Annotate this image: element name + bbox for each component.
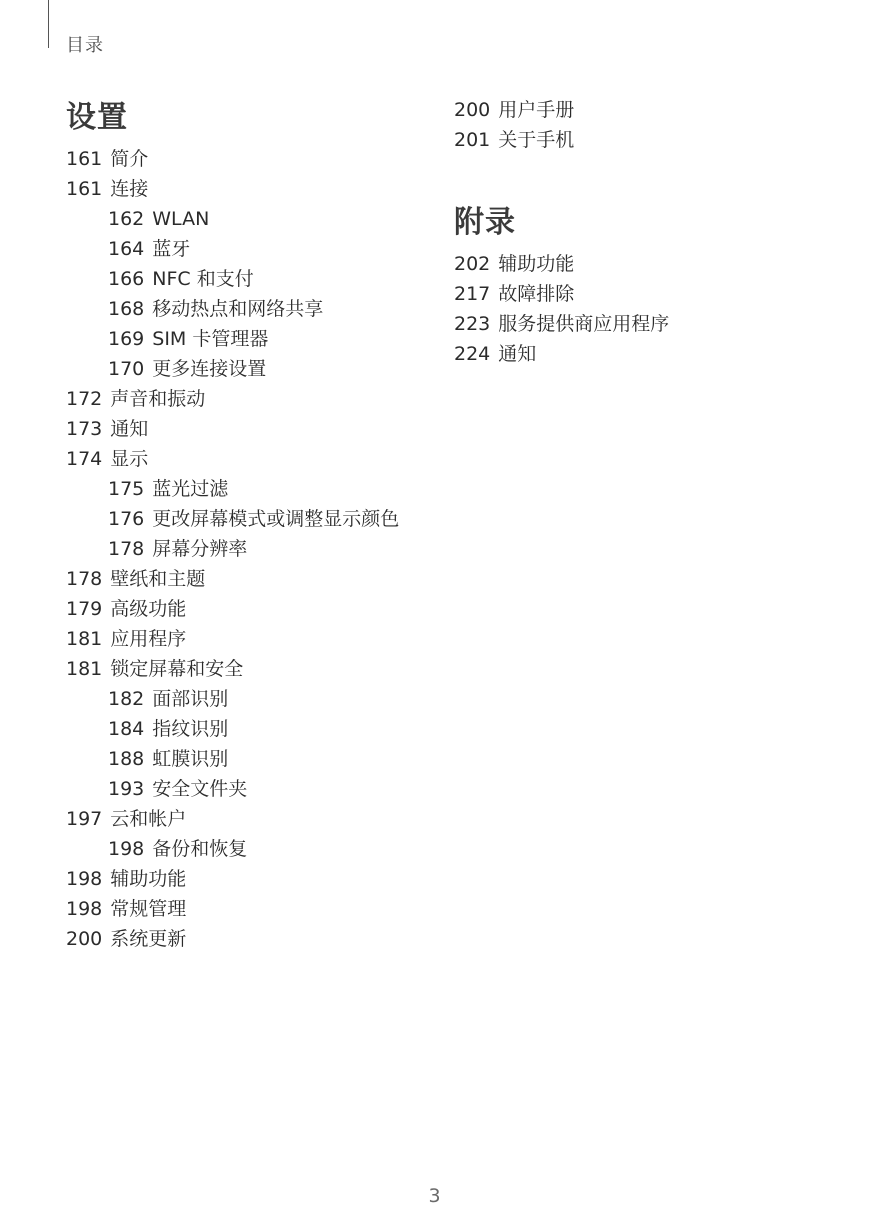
toc-page-number: 164: [108, 238, 145, 260]
toc-page-number: 179: [66, 598, 103, 620]
toc-page-number: 188: [108, 748, 145, 770]
toc-entry-title: 用户手册: [498, 99, 575, 121]
toc-entry[interactable]: [66, 148, 426, 170]
toc-page-number: 217: [454, 283, 491, 305]
toc-page-number: 178: [66, 568, 103, 590]
toc-page-number: 161: [66, 148, 103, 170]
toc-list-settings: [66, 148, 426, 950]
toc-entry-title: 云和帐户: [110, 808, 187, 830]
toc-entry[interactable]: [66, 568, 426, 590]
toc-entry[interactable]: [66, 388, 426, 410]
toc-entry[interactable]: [454, 129, 814, 151]
toc-entry-title: 通知: [498, 343, 537, 365]
toc-entry-title: 更多连接设置: [152, 358, 267, 380]
toc-entry[interactable]: [66, 268, 426, 290]
toc-page-number: 174: [66, 448, 103, 470]
toc-page-number: 172: [66, 388, 103, 410]
toc-entry-title: SIM 卡管理器: [152, 328, 269, 350]
toc-entry-title: 辅助功能: [498, 253, 575, 275]
toc-entry-title: 显示: [110, 448, 149, 470]
toc-page-number: 197: [66, 808, 103, 830]
toc-entry[interactable]: [66, 448, 426, 470]
section-gap: [454, 159, 814, 203]
toc-entry[interactable]: [66, 598, 426, 620]
page-number: 3: [428, 1185, 441, 1207]
toc-entry[interactable]: [454, 253, 814, 275]
toc-entry-title: 辅助功能: [110, 868, 187, 890]
toc-page-number: 193: [108, 778, 145, 800]
toc-entry[interactable]: [66, 748, 426, 770]
toc-page-number: 173: [66, 418, 103, 440]
toc-entry[interactable]: [66, 658, 426, 680]
header-title: 目录: [66, 35, 104, 56]
toc-entry-title: 应用程序: [110, 628, 187, 650]
toc-entry[interactable]: [66, 868, 426, 890]
toc-page-number: 200: [454, 99, 491, 121]
toc-entry[interactable]: [454, 313, 814, 335]
toc-entry[interactable]: [66, 418, 426, 440]
toc-page-number: 198: [108, 838, 145, 860]
toc-entry[interactable]: [66, 508, 426, 530]
toc-entry[interactable]: [66, 328, 426, 350]
toc-page-number: 201: [454, 129, 491, 151]
toc-entry[interactable]: [66, 628, 426, 650]
toc-list-appendix: [454, 253, 814, 365]
toc-entry[interactable]: [66, 208, 426, 230]
toc-entry-title: 移动热点和网络共享: [152, 298, 324, 320]
toc-entry-title: 虹膜识别: [152, 748, 229, 770]
toc-entry-title: 安全文件夹: [152, 778, 248, 800]
toc-entry[interactable]: [66, 298, 426, 320]
toc-entry-title: 锁定屏幕和安全: [110, 658, 244, 680]
toc-entry-title: 故障排除: [498, 283, 575, 305]
toc-entry-title: 服务提供商应用程序: [498, 313, 670, 335]
toc-entry[interactable]: [66, 778, 426, 800]
toc-page-number: 223: [454, 313, 491, 335]
toc-entry[interactable]: [66, 238, 426, 260]
toc-page-number: 169: [108, 328, 145, 350]
toc-entry-title: WLAN: [152, 208, 210, 230]
toc-entry-title: NFC 和支付: [152, 268, 254, 290]
header-rule: [48, 0, 49, 48]
toc-entry[interactable]: [454, 343, 814, 365]
toc-entry-title: 关于手机: [498, 129, 575, 151]
toc-entry[interactable]: [66, 838, 426, 860]
toc-page-number: 202: [454, 253, 491, 275]
toc-entry[interactable]: [454, 99, 814, 121]
section-title-appendix: 附录: [454, 205, 516, 240]
toc-entry[interactable]: [66, 808, 426, 830]
toc-page-number: 168: [108, 298, 145, 320]
toc-entry-title: 连接: [110, 178, 149, 200]
toc-page-number: 166: [108, 268, 145, 290]
toc-column-left: [66, 98, 426, 958]
toc-page-number: 224: [454, 343, 491, 365]
toc-page-number: 200: [66, 928, 103, 950]
toc-entry-title: 系统更新: [110, 928, 187, 950]
toc-entry-title: 面部识别: [152, 688, 229, 710]
section-title-settings: 设置: [66, 100, 128, 135]
toc-entry-title: 声音和振动: [110, 388, 206, 410]
toc-entry[interactable]: [66, 688, 426, 710]
toc-entry-title: 常规管理: [110, 898, 187, 920]
toc-entry[interactable]: [66, 358, 426, 380]
toc-entry-title: 高级功能: [110, 598, 187, 620]
toc-entry-title: 通知: [110, 418, 149, 440]
toc-page-number: 184: [108, 718, 145, 740]
toc-page-number: 161: [66, 178, 103, 200]
toc-page-number: 198: [66, 868, 103, 890]
toc-entry-title: 蓝牙: [152, 238, 191, 260]
toc-entry[interactable]: [66, 898, 426, 920]
toc-entry[interactable]: [454, 283, 814, 305]
toc-entry-title: 壁纸和主题: [110, 568, 206, 590]
toc-page-number: 170: [108, 358, 145, 380]
toc-entry-title: 蓝光过滤: [152, 478, 229, 500]
toc-page-number: 178: [108, 538, 145, 560]
toc-entry-title: 备份和恢复: [152, 838, 248, 860]
toc-page-number: 181: [66, 658, 103, 680]
toc-entry[interactable]: [66, 178, 426, 200]
toc-entry[interactable]: [66, 928, 426, 950]
toc-page-number: 198: [66, 898, 103, 920]
toc-page-number: 176: [108, 508, 145, 530]
toc-page-number: 175: [108, 478, 145, 500]
toc-list-continued: [454, 99, 814, 151]
toc-entry-title: 简介: [110, 148, 149, 170]
toc-entry-title: 指纹识别: [152, 718, 229, 740]
toc-entry[interactable]: [66, 538, 426, 560]
toc-entry[interactable]: [66, 478, 426, 500]
toc-page-number: 182: [108, 688, 145, 710]
toc-page-number: 181: [66, 628, 103, 650]
toc-entry-title: 更改屏幕模式或调整显示颜色: [152, 508, 400, 530]
toc-entry[interactable]: [66, 718, 426, 740]
toc-page-number: 162: [108, 208, 145, 230]
toc-column-right: [454, 99, 814, 373]
toc-entry-title: 屏幕分辨率: [152, 538, 248, 560]
